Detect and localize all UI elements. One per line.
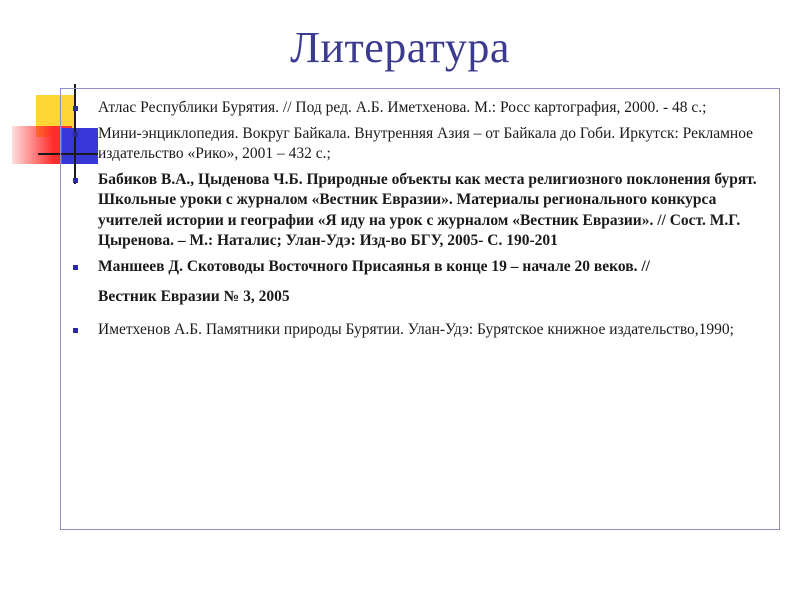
reference-text: Маншеев Д. Скотоводы Восточного Присаянья в конце 19 – начале 20 веков. //: [98, 257, 650, 275]
reference-list: [60, 98, 772, 345]
reference-item: [60, 98, 772, 119]
bullet-icon: [73, 106, 78, 111]
reference-continuation: Вестник Евразии № 3, 2005: [98, 288, 290, 305]
bullet-icon: [73, 178, 78, 183]
reference-text: Атлас Республики Бурятия. // Под ред. А.Б. Иметхенова. М.: Росс картография, 2000. - 48 с.;: [98, 99, 707, 116]
bullet-icon: [73, 265, 78, 270]
bullet-icon: [73, 328, 78, 333]
slide-title: Литература: [290, 23, 510, 72]
reference-item: [60, 170, 772, 252]
reference-item: [60, 124, 772, 165]
reference-text: Бабиков В.А., Цыденова Ч.Б. Природные объекты как места религиозного поклонения бурят. Школьные уроки с журналом «Вестник Евразии». Материалы регионального конкурса учителей истории и географии «Я иду на урок с журналом «Вестник Евразии». // Сост. М.Г. Цыренова. – М.: Наталис; Улан-Удэ: Изд-во БГУ, 2005- С. 190-201: [98, 170, 757, 249]
reference-item: [60, 320, 772, 341]
reference-text: Мини-энциклопедия. Вокруг Байкала. Внутренняя Азия – от Байкала до Гоби. Иркутск: Рекламное издательство «Рико», 2001 – 432 с.;: [98, 124, 754, 162]
bullet-icon: [73, 132, 78, 137]
reference-text: Иметхенов А.Б. Памятники природы Бурятии. Улан-Удэ: Бурятское книжное издательство,1990;: [98, 320, 734, 338]
reference-item: [60, 257, 772, 308]
